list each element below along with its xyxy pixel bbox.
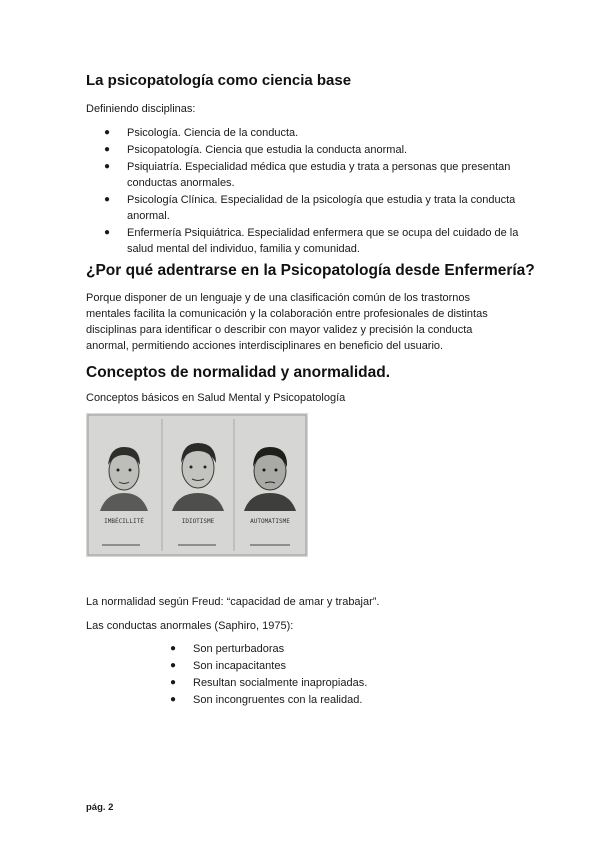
list-item: ● Psicopatología. Ciencia que estudia la conducta anormal. <box>104 142 520 158</box>
abnormal-behaviors-list <box>170 641 470 709</box>
list-item: ● Enfermería Psiquiátrica. Especialidad enfermera que se ocupa del cuidado de la salud mental del individuo, familia y comunidad. <box>104 225 520 257</box>
portrait-label-right: AUTOMATISME <box>250 518 290 525</box>
historical-portraits-image <box>86 413 308 557</box>
section-title-normalidad: Conceptos de normalidad y anormalidad. <box>86 364 391 381</box>
list-item: ● Psiquiatría. Especialidad médica que estudia y trata a personas que presentan conductas anormales. <box>104 159 520 191</box>
portraits-illustration <box>86 413 308 557</box>
intro-text: Definiendo disciplinas: <box>86 103 196 115</box>
list-item: ● Resultan socialmente inapropiadas. <box>170 675 470 691</box>
list-item: ● Son incongruentes con la realidad. <box>170 692 470 708</box>
list-item: ● Psicología. Ciencia de la conducta. <box>104 125 520 141</box>
list-item: ● Son incapacitantes <box>170 658 470 674</box>
section-subtitle: Conceptos básicos en Salud Mental y Psicopatología <box>86 392 346 404</box>
section-title-enfermeria: ¿Por qué adentrarse en la Psicopatología desde Enfermería? <box>86 262 535 279</box>
list-item: ● Psicología Clínica. Especialidad de la psicología que estudia y trata la conducta anormal. <box>104 192 520 224</box>
disciplines-list <box>104 125 520 258</box>
section-body: Porque disponer de un lenguaje y de una clasificación común de los trastornos mentales facilita la comunicación y la colaboración entre profesionales de distintas disciplinas para identificar o describir con mayor validez y precisión la conducta anormal, permitiendo acciones interdisciplinares en beneficio del usuario. <box>86 292 488 352</box>
section-title-psicopatologia: La psicopatología como ciencia base <box>86 72 352 89</box>
portrait-label-center: IDIOTISME <box>181 518 215 525</box>
saphiro-intro: Las conductas anormales (Saphiro, 1975): <box>86 620 294 632</box>
list-item: ● Son perturbadoras <box>170 641 470 657</box>
portrait-label-left: IMBÉCILLITÉ <box>104 518 144 525</box>
freud-quote: La normalidad según Freud: “capacidad de amar y trabajar”. <box>86 596 380 608</box>
page-number: pág. 2 <box>86 802 114 813</box>
